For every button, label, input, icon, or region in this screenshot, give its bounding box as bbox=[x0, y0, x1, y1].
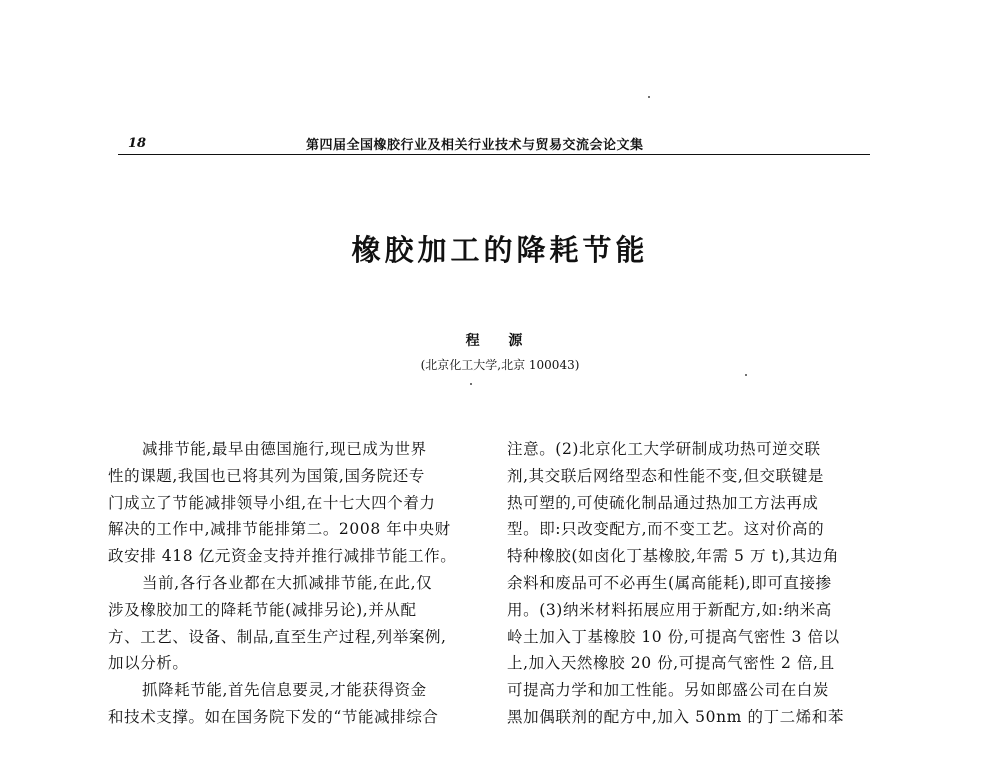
paragraph-line: 门成立了节能减排领导小组,在十七大四个着力 bbox=[108, 493, 436, 512]
paragraph-line: 特种橡胶(如卤化丁基橡胶,年需 5 万 t),其边角 bbox=[507, 547, 839, 566]
paragraph-line: 可提高力学和加工性能。另如郎盛公司在白炭 bbox=[507, 681, 830, 700]
left-column bbox=[108, 436, 488, 731]
running-header bbox=[118, 132, 870, 155]
paragraph-line: 和技术支撑。如在国务院下发的“节能减排综合 bbox=[108, 707, 439, 726]
paragraph-line: 抓降耗节能,首先信息要灵,才能获得资金 bbox=[142, 681, 427, 700]
paragraph-line: 减排节能,最早由德国施行,现已成为世界 bbox=[142, 440, 427, 458]
paragraph-line: 加以分析。 bbox=[108, 654, 189, 673]
page-number: 18 bbox=[128, 136, 147, 151]
running-title: 第四届全国橡胶行业及相关行业技术与贸易交流会论文集 bbox=[306, 138, 644, 153]
author-name: 程 源 bbox=[465, 333, 535, 349]
paragraph-line: 解决的工作中,减排节能排第二。2008 年中央财 bbox=[108, 520, 451, 539]
paragraph-line: 性的课题,我国也已将其列为国策,国务院还专 bbox=[108, 466, 425, 485]
author-affiliation: (北京化工大学,北京 100043) bbox=[420, 358, 580, 372]
scan-speck bbox=[745, 374, 747, 376]
paragraph-line: 余料和废品可不必再生(属高能耗),即可直接掺 bbox=[507, 573, 832, 592]
paragraph-line: 岭土加入丁基橡胶 10 份,可提高气密性 3 倍以 bbox=[507, 627, 840, 646]
paragraph-line: 热可塑的,可使硫化制品通过热加工方法再成 bbox=[507, 493, 819, 512]
paragraph-line: 方、工艺、设备、制品,直至生产过程,列举案例, bbox=[108, 627, 447, 646]
paragraph-line: 剂,其交联后网络型态和性能不变,但交联键是 bbox=[507, 466, 824, 485]
article-title: 橡胶加工的降耗节能 bbox=[351, 233, 649, 267]
paragraph-line: 用。(3)纳米材料拓展应用于新配方,如:纳米高 bbox=[507, 600, 832, 619]
right-column bbox=[507, 436, 879, 731]
paragraph-line: 型。即:只改变配方,而不变工艺。这对价高的 bbox=[507, 520, 825, 539]
paragraph-line: 涉及橡胶加工的降耗节能(减排另论),并从配 bbox=[108, 600, 417, 619]
paragraph-line: 上,加入天然橡胶 20 份,可提高气密性 2 倍,且 bbox=[507, 654, 835, 673]
paragraph-line: 黑加偶联剂的配方中,加入 50nm 的丁二烯和苯 bbox=[507, 707, 845, 726]
paragraph-line: 政安排 418 亿元资金支持并推行减排节能工作。 bbox=[108, 547, 457, 566]
scan-speck bbox=[648, 96, 650, 98]
scan-speck bbox=[470, 383, 472, 385]
paragraph-line: 当前,各行各业都在大抓减排节能,在此,仅 bbox=[142, 573, 433, 592]
paragraph-line: 注意。(2)北京化工大学研制成功热可逆交联 bbox=[507, 440, 821, 458]
